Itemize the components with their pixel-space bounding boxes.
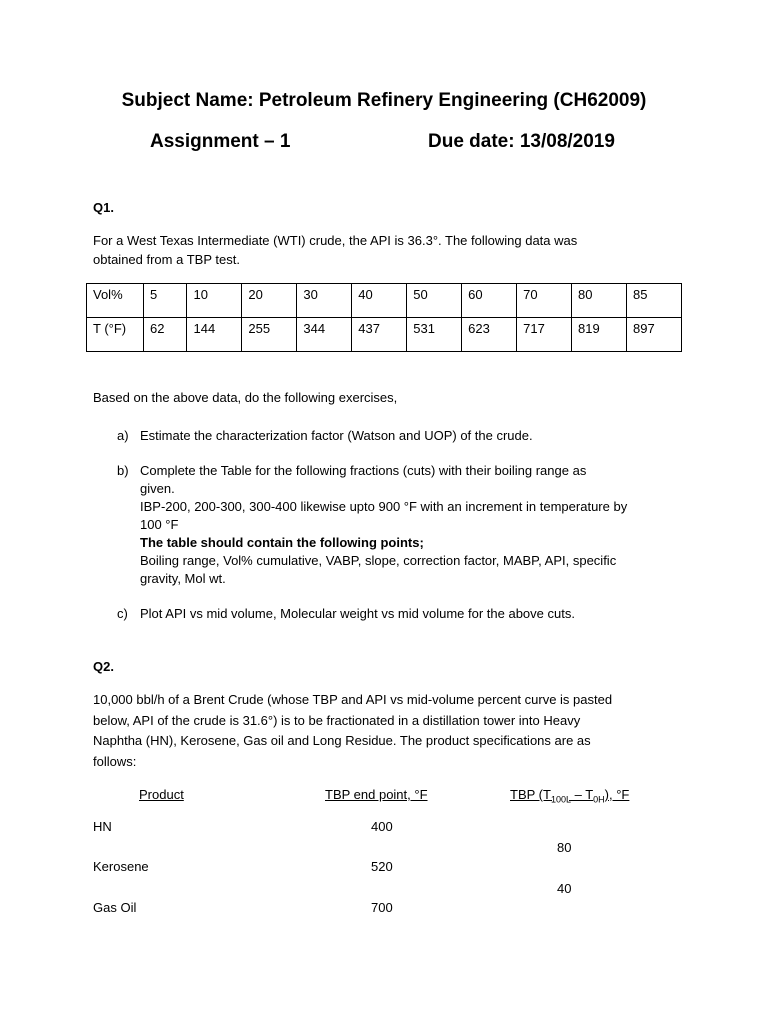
table-cell: 30 (297, 284, 352, 318)
table-cell: 85 (626, 284, 681, 318)
item-b-line5: The table should contain the following points; (140, 535, 424, 550)
due-date: Due date: 13/08/2019 (428, 131, 615, 152)
table-cell: 62 (144, 318, 187, 352)
table-cell: 50 (407, 284, 462, 318)
item-c-label: c) (117, 606, 128, 621)
table-cell: T (°F) (87, 318, 144, 352)
product-name: Gas Oil (93, 900, 137, 915)
q1-intro-line2: obtained from a TBP test. (93, 252, 240, 267)
item-c-text: Plot API vs mid volume, Molecular weight vs mid volume for the above cuts. (140, 606, 575, 621)
col-header-product: Product (139, 787, 184, 802)
q2-line3: Naphtha (HN), Kerosene, Gas oil and Long Residue. The product specifications are as (93, 733, 591, 748)
col-header-gap-prefix: TBP (T (510, 787, 551, 802)
item-b-line4: 100 °F (140, 517, 179, 532)
tbp-data-table (86, 283, 682, 352)
col-header-gap-mid: – T (570, 787, 594, 802)
table-cell: 437 (352, 318, 407, 352)
exercise-intro: Based on the above data, do the following exercises, (93, 390, 398, 405)
table-cell: 144 (187, 318, 242, 352)
table-cell: 5 (144, 284, 187, 318)
assignment-title: Assignment – 1 (150, 131, 291, 152)
col-header-gap-suffix: ), °F (604, 787, 630, 802)
gap-value: 80 (557, 840, 572, 855)
table-row (87, 284, 682, 318)
product-endpoint: 400 (371, 819, 393, 834)
gap-value: 40 (557, 881, 572, 896)
table-cell: 344 (297, 318, 352, 352)
table-cell: 819 (572, 318, 627, 352)
col-header-gap-sub1: 100L (550, 794, 571, 805)
table-cell: 717 (517, 318, 572, 352)
table-cell: 70 (517, 284, 572, 318)
q2-line4: follows: (93, 754, 137, 769)
table-cell: 531 (407, 318, 462, 352)
item-b-line7: gravity, Mol wt. (140, 571, 226, 586)
col-header-gap-sub2: 0H (593, 794, 605, 805)
item-a-text: Estimate the characterization factor (Watson and UOP) of the crude. (140, 428, 533, 443)
q2-heading: Q2. (93, 659, 114, 674)
item-b-line2: given. (140, 481, 175, 496)
table-cell: 20 (242, 284, 297, 318)
subject-title: Subject Name: Petroleum Refinery Engineering (CH62009) (121, 90, 647, 111)
item-b-line3: IBP-200, 200-300, 300-400 likewise upto 900 °F with an increment in temperature by (140, 499, 628, 514)
col-header-gap (510, 785, 629, 810)
item-b-line6: Boiling range, Vol% cumulative, VABP, slope, correction factor, MABP, API, specific (140, 553, 617, 568)
table-row (87, 318, 682, 352)
table-cell: 60 (462, 284, 517, 318)
item-a-label: a) (117, 428, 129, 443)
item-b-label: b) (117, 463, 129, 478)
table-cell: 623 (462, 318, 517, 352)
table-cell: 10 (187, 284, 242, 318)
product-name: Kerosene (93, 859, 149, 874)
table-cell: 40 (352, 284, 407, 318)
product-name: HN (93, 819, 112, 834)
item-b-line1: Complete the Table for the following fractions (cuts) with their boiling range as (140, 463, 587, 478)
table-cell: 255 (242, 318, 297, 352)
col-header-endpoint: TBP end point, °F (325, 787, 428, 802)
table-cell: Vol% (87, 284, 144, 318)
product-endpoint: 520 (371, 859, 393, 874)
q2-line1: 10,000 bbl/h of a Brent Crude (whose TBP and API vs mid-volume percent curve is pasted (93, 692, 613, 707)
q1-intro-line1: For a West Texas Intermediate (WTI) crude, the API is 36.3°. The following data was (93, 233, 578, 248)
table-cell: 80 (572, 284, 627, 318)
product-endpoint: 700 (371, 900, 393, 915)
q1-heading: Q1. (93, 200, 114, 215)
q2-line2: below, API of the crude is 31.6°) is to be fractionated in a distillation tower into Heavy (93, 713, 581, 728)
table-cell: 897 (626, 318, 681, 352)
